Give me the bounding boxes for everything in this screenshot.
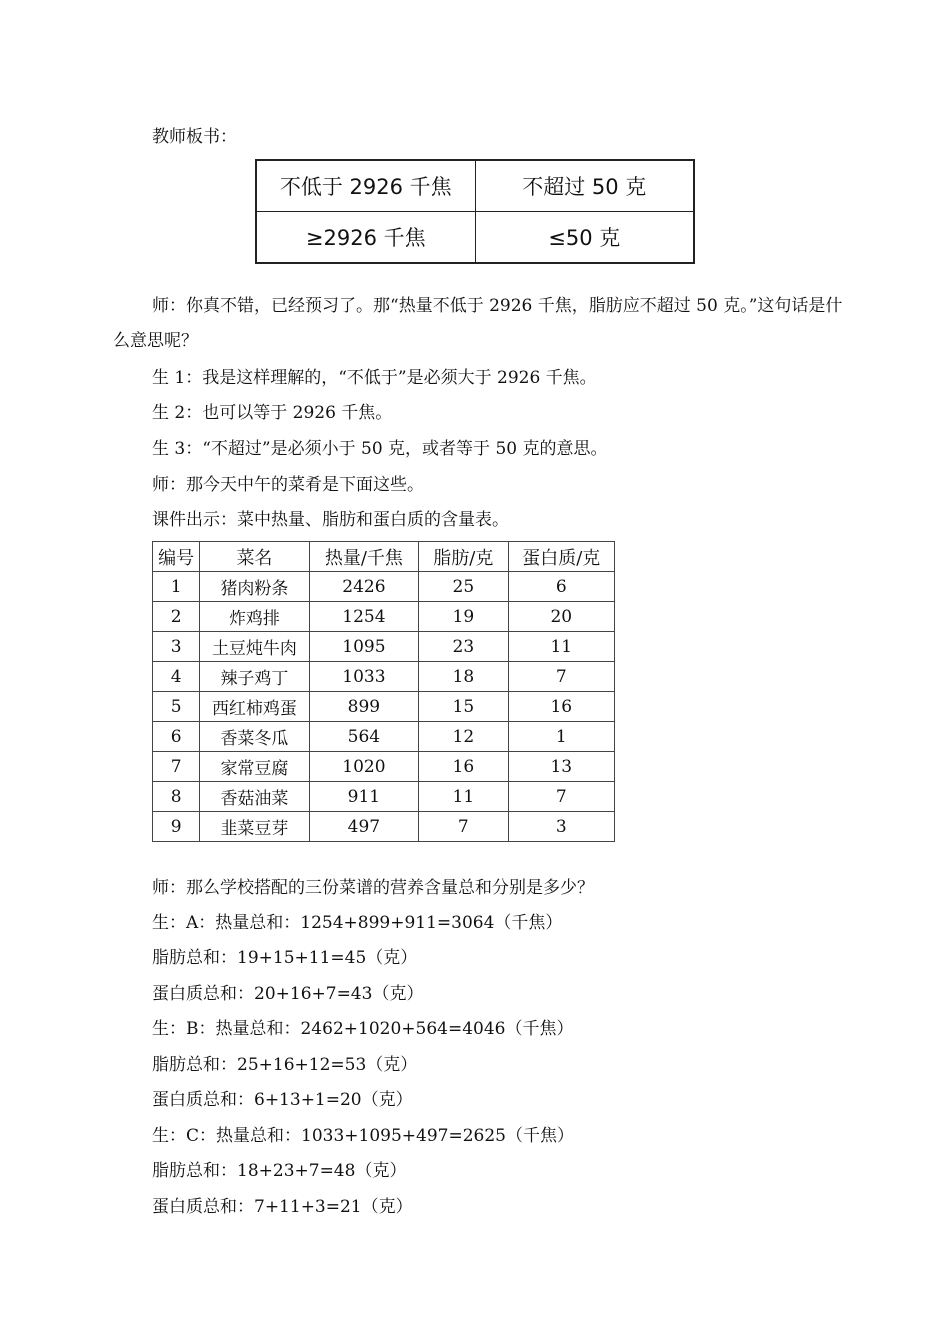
table-row [153,752,615,782]
cell-dish: 猪肉粉条 [200,572,309,602]
cell-calories: 497 [309,812,418,842]
cell-protein: 16 [508,692,614,722]
cell-fat: 18 [419,662,508,692]
menu-b-heat: 生：B：热量总和：2462+1020+564=4046（千焦） [152,1019,574,1039]
board-row [256,160,694,212]
courseware-caption: 课件出示：菜中热量、脂肪和蛋白质的含量表。 [152,510,509,530]
student-2-answer: 生 2：也可以等于 2926 千焦。 [152,403,393,423]
menu-a-protein: 蛋白质总和：20+16+7=43（克） [152,984,424,1004]
menu-a-fat: 脂肪总和：19+15+11=45（克） [152,948,418,968]
board-cell: 不低于 2926 千焦 [256,160,475,212]
board-cell: ≥2926 千焦 [256,212,475,264]
menu-c-fat: 脂肪总和：18+23+7=48（克） [152,1161,407,1181]
teacher-statement: 师：那今天中午的菜肴是下面这些。 [152,475,424,495]
table-row [153,692,615,722]
cell-number: 5 [153,692,200,722]
cell-protein: 11 [508,632,614,662]
cell-calories: 1095 [309,632,418,662]
teacher-question-totals: 师：那么学校搭配的三份菜谱的营养含量总和分别是多少？ [152,878,594,898]
cell-calories: 911 [309,782,418,812]
nutrition-table [152,541,615,842]
cell-fat: 25 [419,572,508,602]
board-cell: 不超过 50 克 [475,160,694,212]
board-table [255,159,695,264]
board-label: 教师板书： [152,127,237,147]
board-cell: ≤50 克 [475,212,694,264]
table-row [153,662,615,692]
cell-calories: 564 [309,722,418,752]
header-number: 编号 [153,542,200,572]
cell-protein: 13 [508,752,614,782]
cell-number: 4 [153,662,200,692]
cell-calories: 1033 [309,662,418,692]
cell-protein: 1 [508,722,614,752]
table-body [153,572,615,842]
cell-number: 1 [153,572,200,602]
cell-dish: 辣子鸡丁 [200,662,309,692]
cell-dish: 西红柿鸡蛋 [200,692,309,722]
cell-protein: 3 [508,812,614,842]
menu-c-heat: 生：C：热量总和：1033+1095+497=2625（千焦） [152,1126,574,1146]
cell-fat: 12 [419,722,508,752]
cell-protein: 7 [508,782,614,812]
header-calories: 热量/千焦 [309,542,418,572]
cell-calories: 1254 [309,602,418,632]
cell-dish: 家常豆腐 [200,752,309,782]
header-dish: 菜名 [200,542,309,572]
menu-b-fat: 脂肪总和：25+16+12=53（克） [152,1055,418,1075]
teacher-question [113,289,843,359]
cell-number: 2 [153,602,200,632]
table-row [153,572,615,602]
cell-fat: 19 [419,602,508,632]
cell-fat: 7 [419,812,508,842]
cell-fat: 16 [419,752,508,782]
header-fat: 脂肪/克 [419,542,508,572]
cell-number: 6 [153,722,200,752]
menu-a-heat: 生：A：热量总和：1254+899+911=3064（千焦） [152,913,563,933]
cell-number: 3 [153,632,200,662]
header-protein: 蛋白质/克 [508,542,614,572]
menu-b-protein: 蛋白质总和：6+13+1=20（克） [152,1090,413,1110]
cell-dish: 炸鸡排 [200,602,309,632]
cell-dish: 香菜冬瓜 [200,722,309,752]
cell-fat: 23 [419,632,508,662]
table-row [153,722,615,752]
cell-fat: 15 [419,692,508,722]
student-1-answer: 生 1：我是这样理解的，“不低于”是必须大于 2926 千焦。 [152,368,597,388]
cell-calories: 1020 [309,752,418,782]
cell-number: 9 [153,812,200,842]
cell-number: 7 [153,752,200,782]
board-row [256,212,694,264]
cell-fat: 11 [419,782,508,812]
cell-dish: 香菇油菜 [200,782,309,812]
cell-protein: 7 [508,662,614,692]
table-header-row [153,542,615,572]
student-3-answer: 生 3：“不超过”是必须小于 50 克，或者等于 50 克的意思。 [152,439,608,459]
cell-protein: 20 [508,602,614,632]
table-row [153,782,615,812]
table-row [153,812,615,842]
cell-dish: 韭菜豆芽 [200,812,309,842]
table-row [153,632,615,662]
cell-calories: 899 [309,692,418,722]
cell-protein: 6 [508,572,614,602]
teacher-question-text: 师：你真不错，已经预习了。那“热量不低于 2926 千焦，脂肪应不超过 50 克。”这句话是什么意思呢？ [113,296,843,351]
cell-dish: 土豆炖牛肉 [200,632,309,662]
menu-c-protein: 蛋白质总和：7+11+3=21（克） [152,1197,413,1217]
cell-number: 8 [153,782,200,812]
table-row [153,602,615,632]
cell-calories: 2426 [309,572,418,602]
